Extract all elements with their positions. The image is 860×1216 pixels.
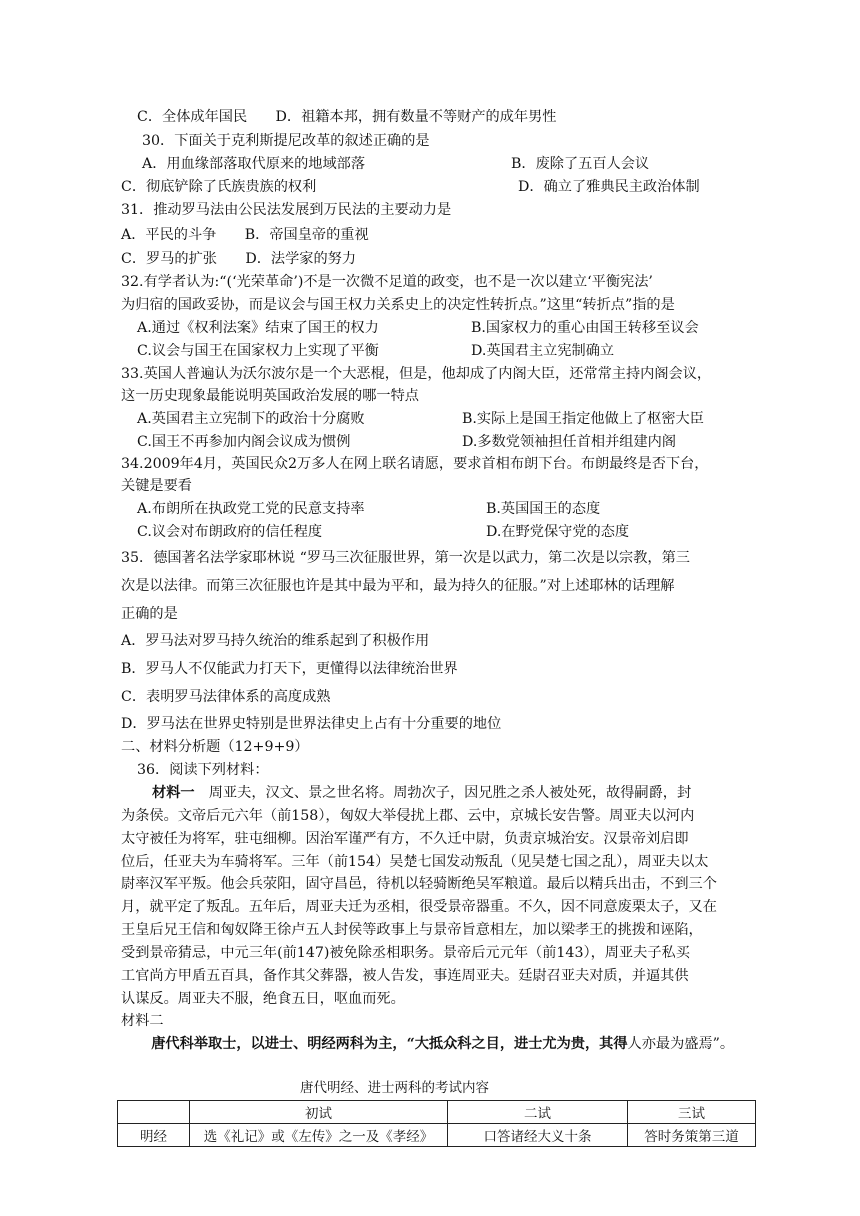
material-one-line1: 周亚夫，汉文、景之世名将。周勃次子，因兄胜之杀人被处死，故得嗣爵，封 — [194, 785, 692, 801]
q36-stem: 36．阅读下列材料： — [137, 762, 269, 778]
q32-option-c: C.议会与国王在国家权力上实现了平衡 — [137, 343, 379, 359]
table-header-cell: 二试 — [448, 1101, 628, 1124]
q32-option-d: D.英国君主立宪制确立 — [471, 343, 615, 359]
table-header-cell — [118, 1101, 190, 1124]
q35-stem-line3: 正确的是 — [121, 606, 178, 622]
material-one-line6: 月，就平定了叛乱。五年后，周亚夫迁为丞相，很受景帝器重。不久，因不同意废栗太子，又在 — [121, 899, 717, 915]
q33-option-a: A.英国君主立宪制下的政治十分腐败 — [137, 411, 365, 427]
table-row — [118, 1124, 756, 1147]
q34-option-a: A.布朗所在执政党工党的民意支持率 — [137, 501, 365, 517]
table-cell: 选《礼记》或《左传》之一及《孝经》 — [190, 1124, 448, 1147]
q30-stem: 30．下面关于克利斯提尼改革的叙述正确的是 — [142, 133, 430, 149]
q34-option-b: B.英国国王的态度 — [486, 501, 601, 517]
q35-option-d: D．罗马法在世界史特别是世界法律史上占有十分重要的地位 — [121, 716, 502, 732]
q32-option-b: B.国家权力的重心由国王转移至议会 — [471, 320, 699, 336]
q35-option-b: B．罗马人不仅能武力打天下，更懂得以法律统治世界 — [121, 661, 458, 677]
q35-stem-line2: 次是以法律。而第三次征服也许是其中最为平和，最为持久的征服。”对上述耶林的话理解 — [121, 578, 675, 594]
q30-option-b: B．废除了五百人会议 — [511, 156, 650, 172]
material-one-line8: 受到景帝猜忌，中元三年(前147)被免除丞相职务。景帝后元元年（前143），周亚夫子私买 — [121, 945, 690, 961]
q33-option-d: D.多数党领袖担任首相并组建内阁 — [462, 434, 677, 450]
table-caption: 唐代明经、进士两科的考试内容 — [300, 1080, 489, 1096]
q31-option-cd: C．罗马的扩张 D．法学家的努力 — [121, 251, 357, 267]
section-two-heading: 二、材料分析题（12+9+9） — [121, 739, 309, 755]
q30-option-d: D．确立了雅典民主政治体制 — [518, 179, 700, 195]
q33-stem-line2: 这一历史现象最能说明英国政治发展的哪一特点 — [121, 388, 419, 404]
q31-stem: 31．推动罗马法由公民法发展到万民法的主要动力是 — [121, 202, 452, 218]
material-two-line1: 人亦最为盛焉”。 — [627, 1036, 735, 1052]
material-one-paragraph — [152, 783, 691, 803]
q35-option-c: C．表明罗马法律体系的高度成熟 — [121, 689, 331, 705]
table-cell: 明经 — [118, 1124, 190, 1147]
table-cell: 答时务策第三道 — [628, 1124, 756, 1147]
material-two-label: 唐代科举取士，以进士、明经两科为主，“大抵众科之目，进士尤为贵，其得 — [137, 1036, 628, 1052]
material-one-line2: 为条侯。文帝后元六年（前158），匈奴大举侵扰上郡、云中，京城长安告警。周亚夫以河内 — [121, 808, 695, 824]
q34-option-c: C.议会对布朗政府的信任程度 — [137, 524, 323, 540]
q34-stem-line2: 关键是要看 — [121, 478, 192, 494]
q32-stem-line1: 32.有学者认为:“(‘光荣革命’)不是一次微不足道的政变，也不是一次以建立‘平衡宪法’ — [121, 274, 653, 290]
q32-option-a: A.通过《权利法案》结束了国王的权力 — [137, 320, 379, 336]
material-one-line5: 尉率汉军平叛。他会兵荥阳，固守昌邑，待机以轻骑断绝吴军粮道。最后以精兵出击，不到三个 — [121, 876, 717, 892]
table-header-cell: 初试 — [190, 1101, 448, 1124]
table-header-row — [118, 1101, 756, 1124]
q34-option-d: D.在野党保守党的态度 — [486, 524, 630, 540]
material-one-label: 材料一 — [152, 785, 195, 801]
q35-option-a: A．罗马法对罗马持久统治的维系起到了积极作用 — [121, 633, 430, 649]
material-one-line3: 太守被任为将军，驻屯细柳。因治军谨严有方，不久迁中尉，负责京城治安。汉景帝刘启即 — [121, 831, 689, 847]
q34-stem-line1: 34.2009年4月，英国民众2万多人在网上联名请愿，要求首相布朗下台。布朗最终是否下台， — [121, 456, 709, 472]
q35-stem-line1: 35．德国著名法学家耶林说 “罗马三次征服世界，第一次是以武力，第二次是以宗教，第三 — [121, 550, 690, 566]
material-one-line9: 工官尚方甲盾五百具，备作其父葬器，被人告发，事连周亚夫。廷尉召亚夫对质，并逼其供 — [121, 968, 689, 984]
q30-option-c: C．彻底铲除了氏族贵族的权利 — [121, 179, 317, 195]
material-one-line4: 位后，任亚夫为车骑将军。三年（前154）吴楚七国发动叛乱（见吴楚七国之乱），周亚夫以太 — [121, 854, 709, 870]
q32-stem-line2: 为归宿的国政妥协，而是议会与国王权力关系史上的决定性转折点。”这里“转折点”指的是 — [121, 297, 675, 313]
q33-option-b: B.实际上是国王指定他做上了枢密大臣 — [462, 411, 704, 427]
table-cell: 口答诸经大义十条 — [448, 1124, 628, 1147]
material-two-paragraph — [137, 1034, 734, 1054]
q33-stem-line1: 33.英国人普遍认为沃尔波尔是一个大恶棍，但是，他却成了内阁大臣，还常常主持内阁会议， — [121, 366, 712, 382]
material-one-line7: 王皇后兄王信和匈奴降王徐卢五人封侯等政事上与景帝旨意相左，加以梁孝王的挑拨和诬陷， — [121, 922, 703, 938]
q33-option-c: C.国王不再参加内阁会议成为惯例 — [137, 434, 351, 450]
q30-option-a: A．用血缘部落取代原来的地域部落 — [142, 156, 366, 172]
table-header-cell: 三试 — [628, 1101, 756, 1124]
q31-option-ab: A．平民的斗争 B．帝国皇帝的重视 — [121, 227, 369, 243]
material-one-line10: 认谋反。周亚夫不服，绝食五日，呕血而死。 — [121, 991, 405, 1007]
exam-content-table — [117, 1100, 756, 1147]
q29-option-cd: C．全体成年国民 D．祖籍本邦，拥有数量不等财产的成年男性 — [137, 109, 557, 125]
material-one-line11: 材料二 — [121, 1013, 164, 1029]
